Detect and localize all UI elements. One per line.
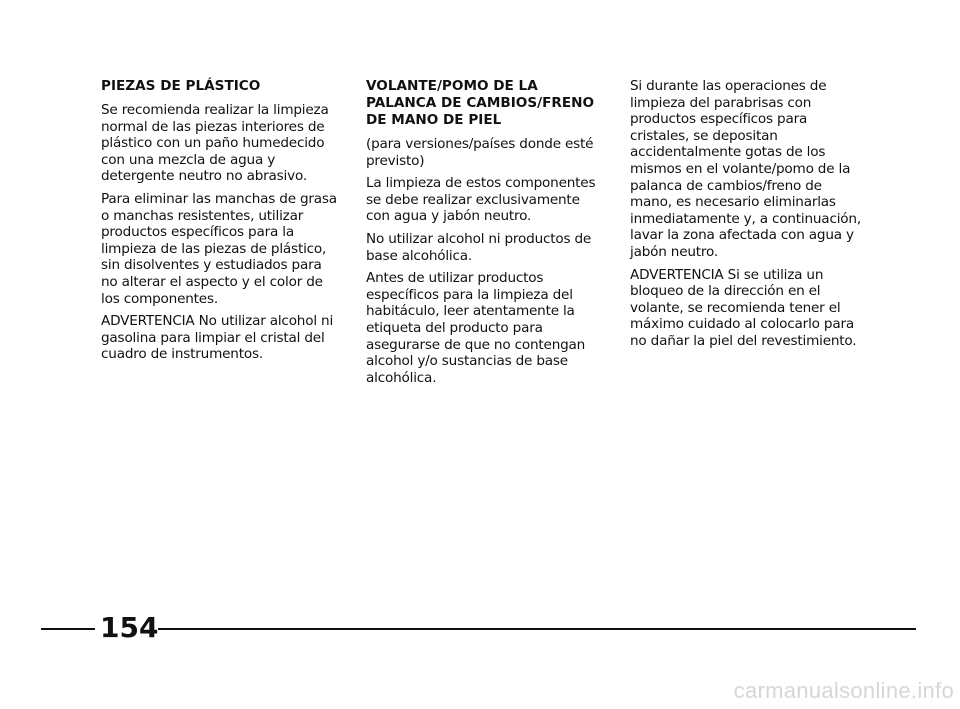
section-heading-leather-parts: VOLANTE/POMO DE LA PALANCA DE CAMBIOS/FRENO DE MANO DE PIEL — [366, 78, 595, 128]
page-number: 154 — [100, 611, 159, 644]
footer-rule-left — [41, 628, 95, 630]
warning-paragraph: ADVERTENCIA No utilizar alcohol ni gasolina para limpiar el cristal del cuadro de instrumentos. — [101, 313, 334, 363]
warning-paragraph: ADVERTENCIA Si se utiliza un bloqueo de la dirección en el volante, se recomienda tener el máximo cuidado al colocarlo para no dañar la piel del revestimiento. — [630, 266, 857, 349]
paragraph: La limpieza de estos componentes se debe realizar exclusivamente con agua y jabón neutro. — [366, 175, 596, 225]
column-plastic-parts — [101, 78, 337, 369]
paragraph: No utilizar alcohol ni productos de base alcohólica. — [366, 230, 592, 264]
column-leather-parts — [366, 78, 602, 392]
paragraph: (para versiones/países donde esté previsto) — [366, 136, 594, 169]
section-heading-plastic-parts: PIEZAS DE PLÁSTICO — [101, 78, 261, 94]
paragraph: Antes de utilizar productos específicos para la limpieza del habitáculo, leer atentamente la etiqueta del producto para asegurarse de que no contengan alcohol y/o sustancias de base alcohólica. — [366, 270, 586, 386]
paragraph: Si durante las operaciones de limpieza del parabrisas con productos específicos para cristales, se depositan accidentalmente gotas de los mismos en el volante/pomo de la palanca de cambios/freno de mano, es necesario eliminarlas inmediatamente y, a continuación, lavar la zona afectada con agua y jabón neutro. — [630, 78, 861, 260]
column-windscreen-cleaning — [630, 78, 866, 356]
paragraph: Se recomienda realizar la limpieza normal de las piezas interiores de plástico con un paño humedecido con una mezcla de agua y detergente neutro no abrasivo. — [101, 102, 329, 185]
watermark-text: carmanualsonline.info — [733, 678, 954, 703]
footer-rule-right — [158, 628, 916, 630]
paragraph: Para eliminar las manchas de grasa o manchas resistentes, utilizar productos específicos para la limpieza de las piezas de plástico, sin disolventes y estudiados para no alterar el aspecto y el color de los componentes. — [101, 190, 337, 307]
